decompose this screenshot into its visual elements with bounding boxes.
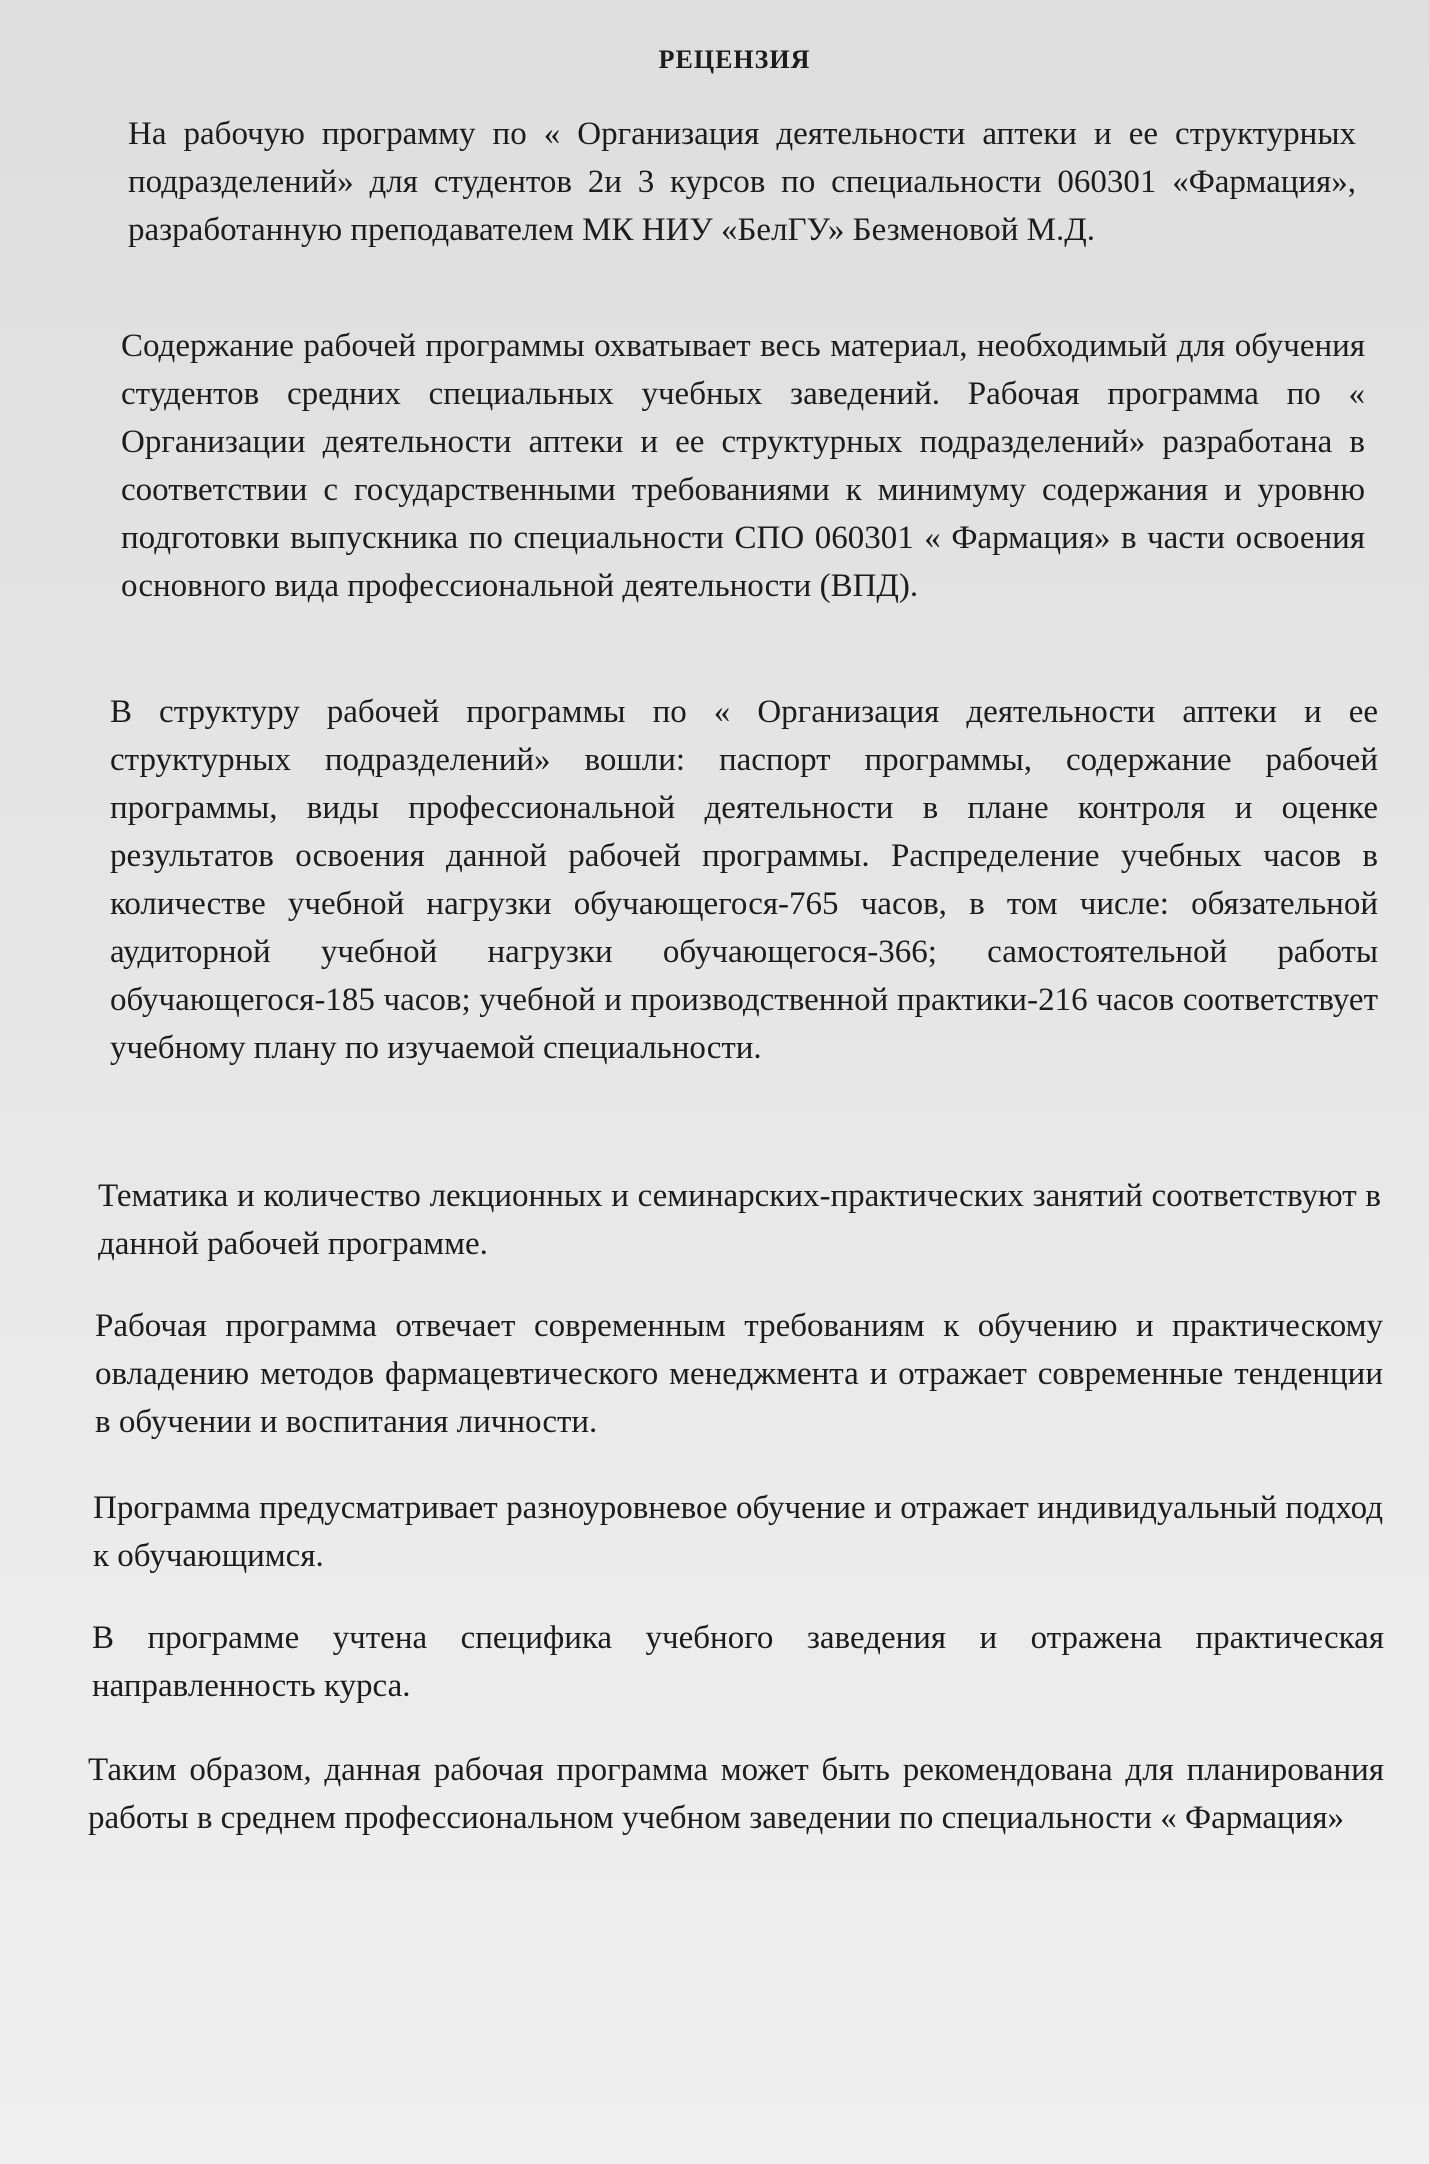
paragraph-conclusion: Таким образом, данная рабочая программа может быть рекомендована для планирования работы в среднем профессиональном учебном заведении по специальности « Фармация» [88,1752,1384,1836]
paragraph-specifics: В программе учтена специфика учебного заведения и отражена практическая направленность курса. [92,1620,1384,1704]
paragraph-structure: В структуру рабочей программы по « Организация деятельности аптеки и ее структурных подразделений» вошли: паспорт программы, содержание рабочей программы, виды профессиональной деятельности в плане контроля и оценке результатов освоения данной рабочей программы. Распределение учебных часов в количестве учебной нагрузки обучающегося-765 часов, в том числе: обязательной аудиторной учебной нагрузки обучающегося-366; самостоятельной работы обучающегося-185 часов; учебной и производственной практики-216 часов соответствует учебному плану по изучаемой специальности. [110,694,1378,1066]
paragraph-topics: Тематика и количество лекционных и семинарских-практических занятий соответствуют в данной рабочей программе. [98,1178,1381,1262]
paragraph-multilevel: Программа предусматривает разноуровневое обучение и отражает индивидуальный подход к обучающимся. [93,1490,1383,1574]
paragraph-content: Содержание рабочей программы охватывает весь материал, необходимый для обучения студентов средних специальных учебных заведений. Рабочая программа по « Организации деятельности аптеки и ее структурных подразделений» разработана в соответствии с государственными требованиями к минимуму содержания и уровню подготовки выпускника по специальности СПО 060301 « Фармация» в части освоения основного вида профессиональной деятельности (ВПД). [121,328,1365,604]
paragraph-subject: На рабочую программу по « Организация деятельности аптеки и ее структурных подразделений» для студентов 2и 3 курсов по специальности 060301 «Фармация», разработанную преподавателем МК НИУ «БелГУ» Безменовой М.Д. [128,116,1356,248]
document-title: РЕЦЕНЗИЯ [658,45,811,74]
paragraph-requirements: Рабочая программа отвечает современным требованиям к обучению и практическому овладению методов фармацевтического менеджмента и отражает современные тенденции в обучении и воспитания личности. [95,1308,1383,1440]
